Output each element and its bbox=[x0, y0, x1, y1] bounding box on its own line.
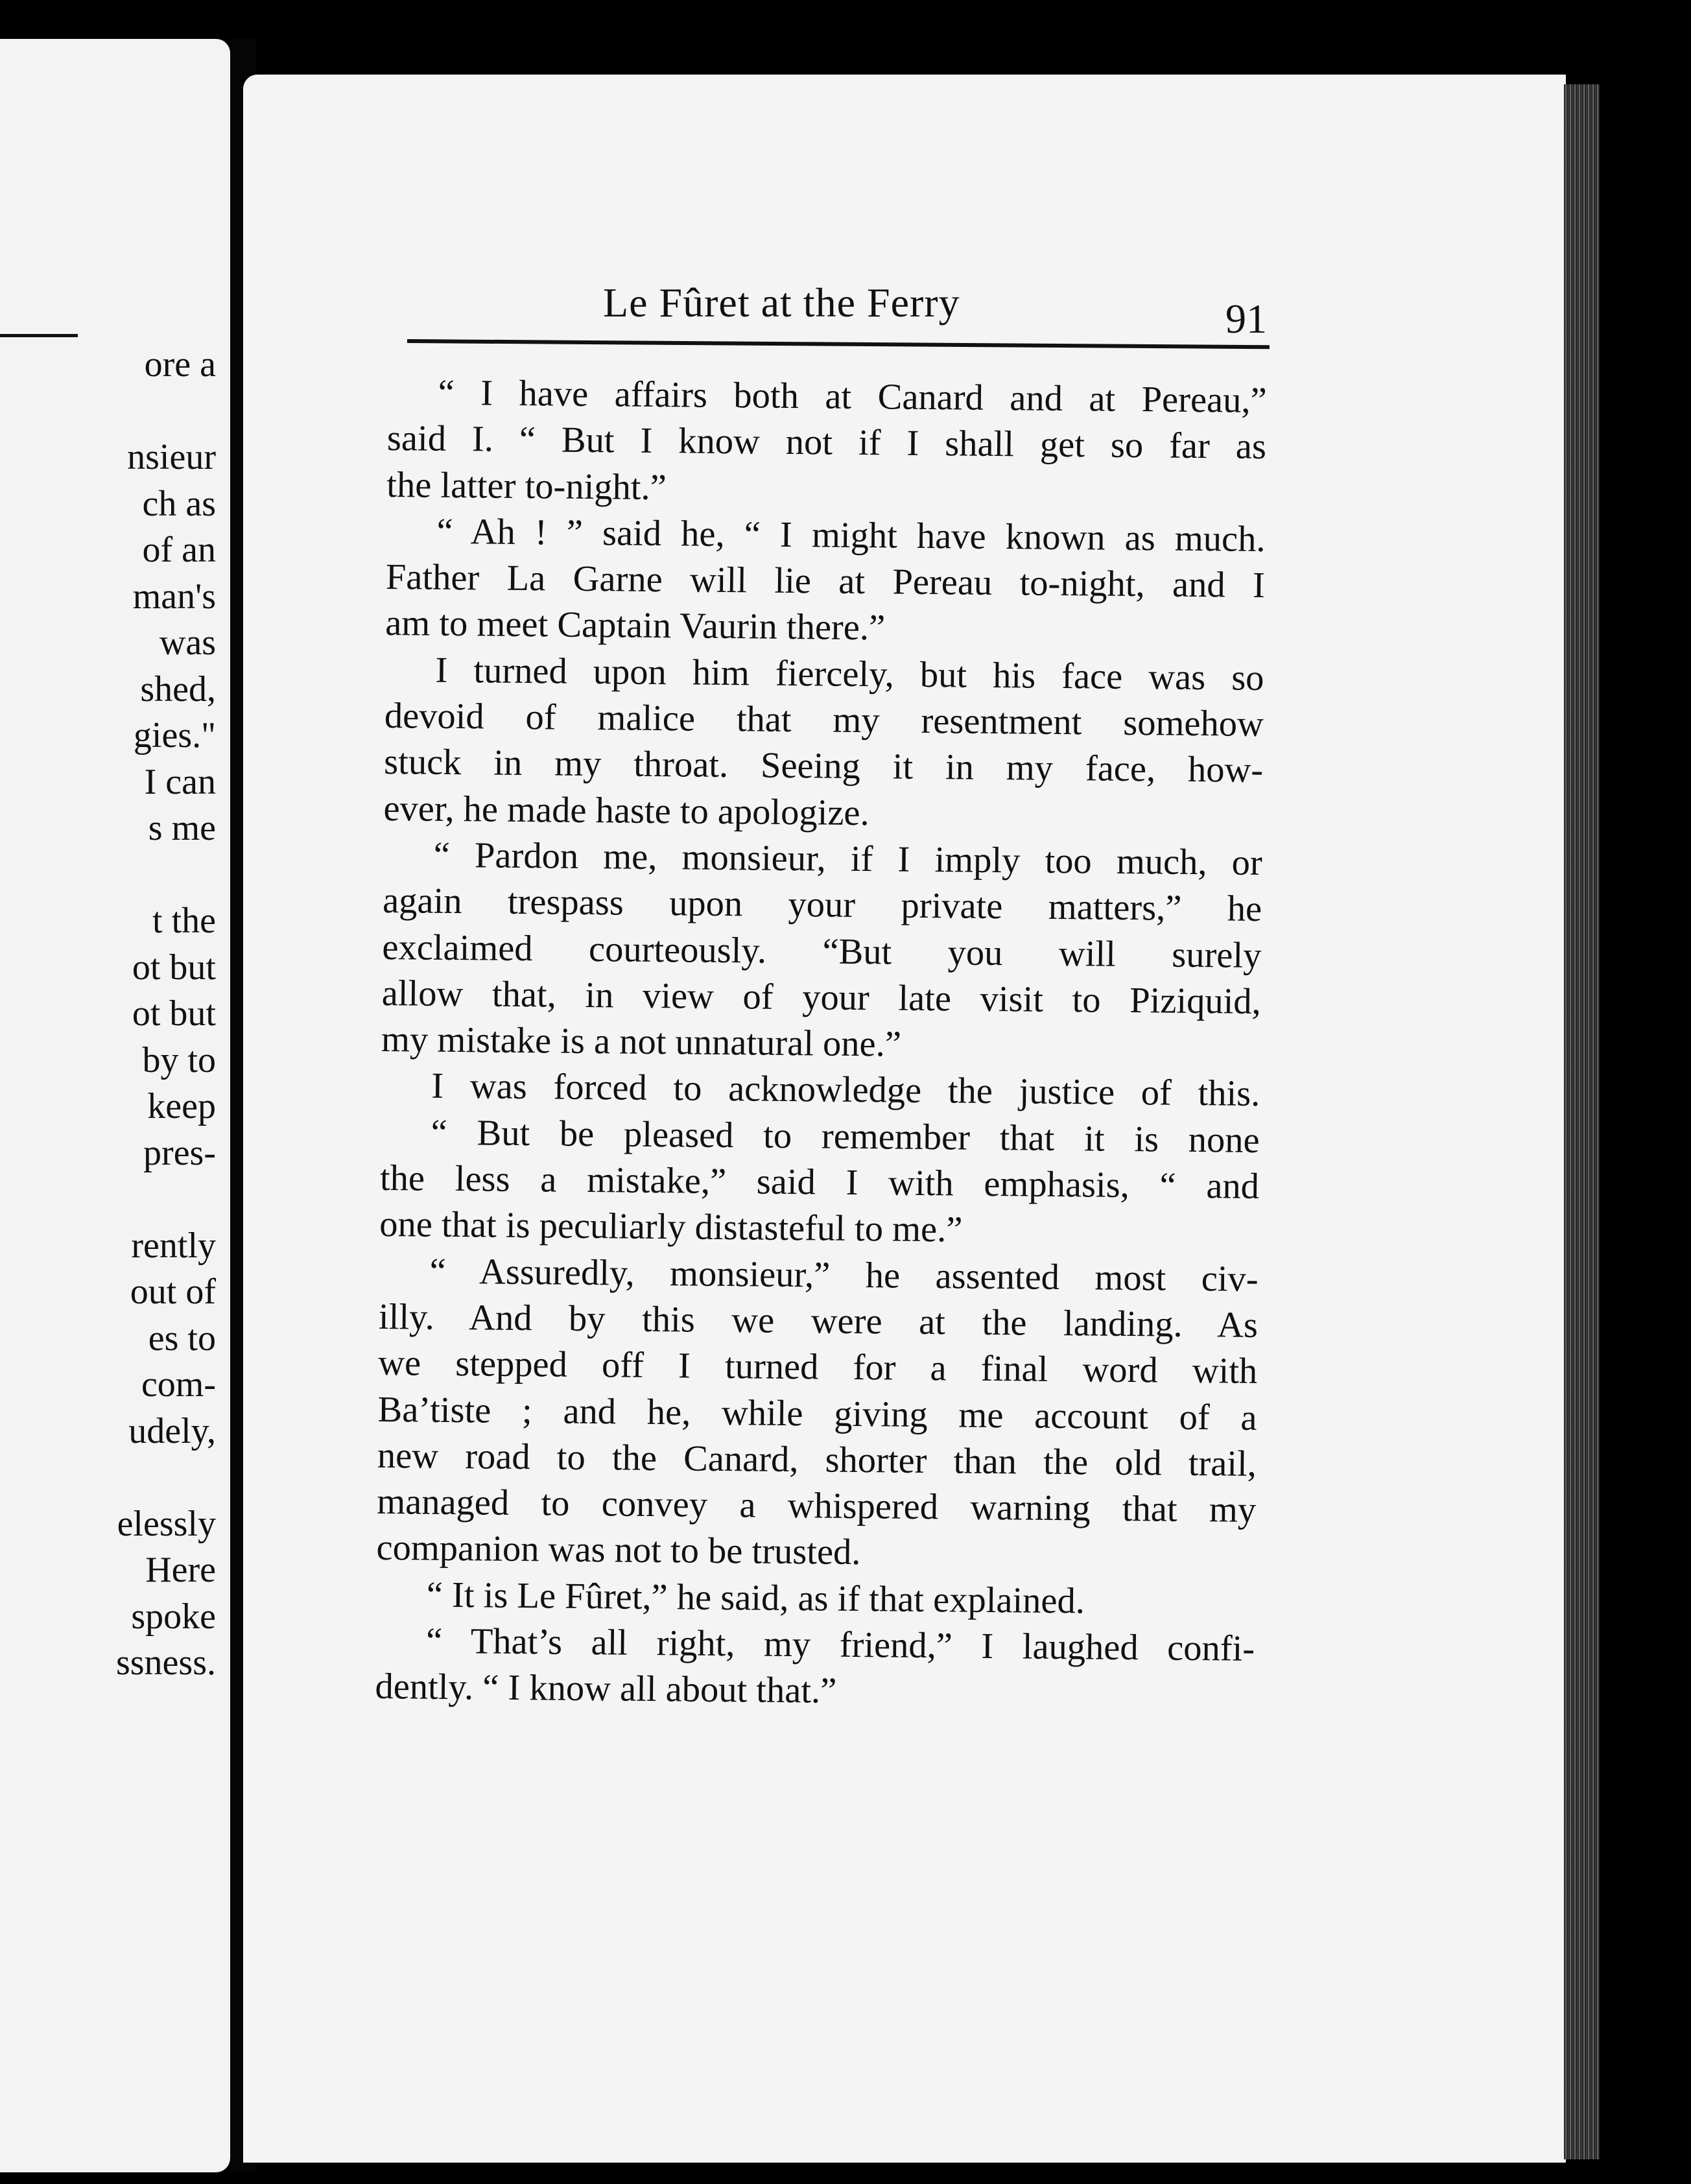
body-text bbox=[375, 370, 1267, 1719]
left-page-line: ot but bbox=[132, 993, 216, 1034]
left-page-line: ch as bbox=[142, 483, 216, 524]
text-line: again trespass upon your private matters,” he bbox=[382, 881, 1262, 930]
left-page-line: spoke bbox=[131, 1596, 216, 1637]
left-page-line: nsieur bbox=[127, 437, 216, 477]
left-page-line: man's bbox=[132, 576, 216, 617]
text-line: the latter to-night.” bbox=[386, 464, 667, 508]
left-page-line: ssness. bbox=[115, 1643, 216, 1683]
text-line: “ Assuredly, monsieur,” he assented most civ- bbox=[429, 1251, 1259, 1300]
left-page-line: ore a bbox=[144, 344, 216, 385]
page-edges bbox=[1564, 84, 1600, 2159]
text-line: we stepped off I turned for a final word with bbox=[377, 1343, 1258, 1392]
text-line: new road to the Canard, shorter than the old trail, bbox=[377, 1435, 1257, 1484]
running-title: Le Fûret at the Ferry bbox=[603, 279, 960, 326]
left-page-line: shed, bbox=[140, 669, 216, 709]
text-line: stuck in my throat. Seeing it in my face, how- bbox=[383, 742, 1264, 791]
text-line: devoid of malice that my resentment somehow bbox=[384, 696, 1264, 745]
left-page-line: com- bbox=[141, 1364, 216, 1405]
left-page-rule bbox=[0, 334, 78, 337]
left-page-line: pres- bbox=[143, 1132, 216, 1173]
text-line: I was forced to acknowledge the justice of this. bbox=[431, 1066, 1260, 1115]
text-line: managed to convey a whispered warning that my bbox=[376, 1482, 1257, 1531]
left-page-line: udely, bbox=[128, 1410, 216, 1451]
left-page-line: Here bbox=[145, 1550, 216, 1590]
text-line: Father La Garne will lie at Pereau to-night, and I bbox=[385, 557, 1266, 606]
text-line: “ It is Le Fûret,” he said, as if that explained. bbox=[426, 1574, 1085, 1622]
text-line: “ Pardon me, monsieur, if I imply too much, or bbox=[433, 835, 1263, 883]
text-line: said I. “ But I know not if I shall get so far as bbox=[386, 418, 1267, 468]
text-line: exclaimed courteously. “But you will surely bbox=[382, 927, 1262, 976]
left-page-line: was bbox=[159, 623, 216, 663]
left-page-line: keep bbox=[147, 1086, 216, 1126]
page-number: 91 bbox=[1225, 296, 1267, 342]
left-page-line: rently bbox=[131, 1225, 216, 1266]
text-line: “ Ah ! ” said he, “ I might have known as much. bbox=[436, 511, 1266, 560]
left-page-line: ot but bbox=[132, 947, 216, 988]
left-page-line: elessly bbox=[117, 1503, 216, 1544]
text-line: the less a mistake,” said I with emphasis, “ and bbox=[379, 1157, 1260, 1207]
text-line: illy. And by this we were at the landing. As bbox=[378, 1296, 1259, 1346]
left-page-line: gies." bbox=[133, 715, 216, 755]
text-line: “ But be pleased to remember that it is none bbox=[431, 1112, 1260, 1161]
text-line: “ That’s all right, my friend,” I laughed confi- bbox=[425, 1620, 1255, 1669]
text-line: one that is peculiarly distasteful to me.” bbox=[379, 1204, 963, 1250]
text-line: my mistake is a not unnatural one.” bbox=[381, 1019, 902, 1065]
text-line: allow that, in view of your late visit to Piziquid, bbox=[381, 973, 1262, 1022]
text-line: am to meet Captain Vaurin there.” bbox=[384, 603, 886, 648]
left-page bbox=[0, 39, 230, 2172]
text-line: companion was not to be trusted. bbox=[376, 1528, 861, 1573]
left-page-line: es to bbox=[148, 1318, 216, 1359]
left-page-line: s me bbox=[148, 808, 216, 848]
text-line: I turned upon him fiercely, but his face was so bbox=[435, 650, 1264, 698]
text-line: dently. “ I know all about that.” bbox=[375, 1667, 837, 1712]
left-page-line: of an bbox=[142, 530, 216, 570]
left-page-line: t the bbox=[152, 901, 216, 941]
left-page-line: I can bbox=[144, 761, 216, 802]
text-line: ever, he made haste to apologize. bbox=[383, 788, 869, 833]
left-page-line: by to bbox=[142, 1039, 216, 1080]
text-line: “ I have affairs both at Canard and at Pereau,” bbox=[438, 372, 1267, 421]
text-line: Ba’tiste ; and he, while giving me account of a bbox=[377, 1389, 1257, 1438]
left-page-line: out of bbox=[130, 1272, 216, 1312]
